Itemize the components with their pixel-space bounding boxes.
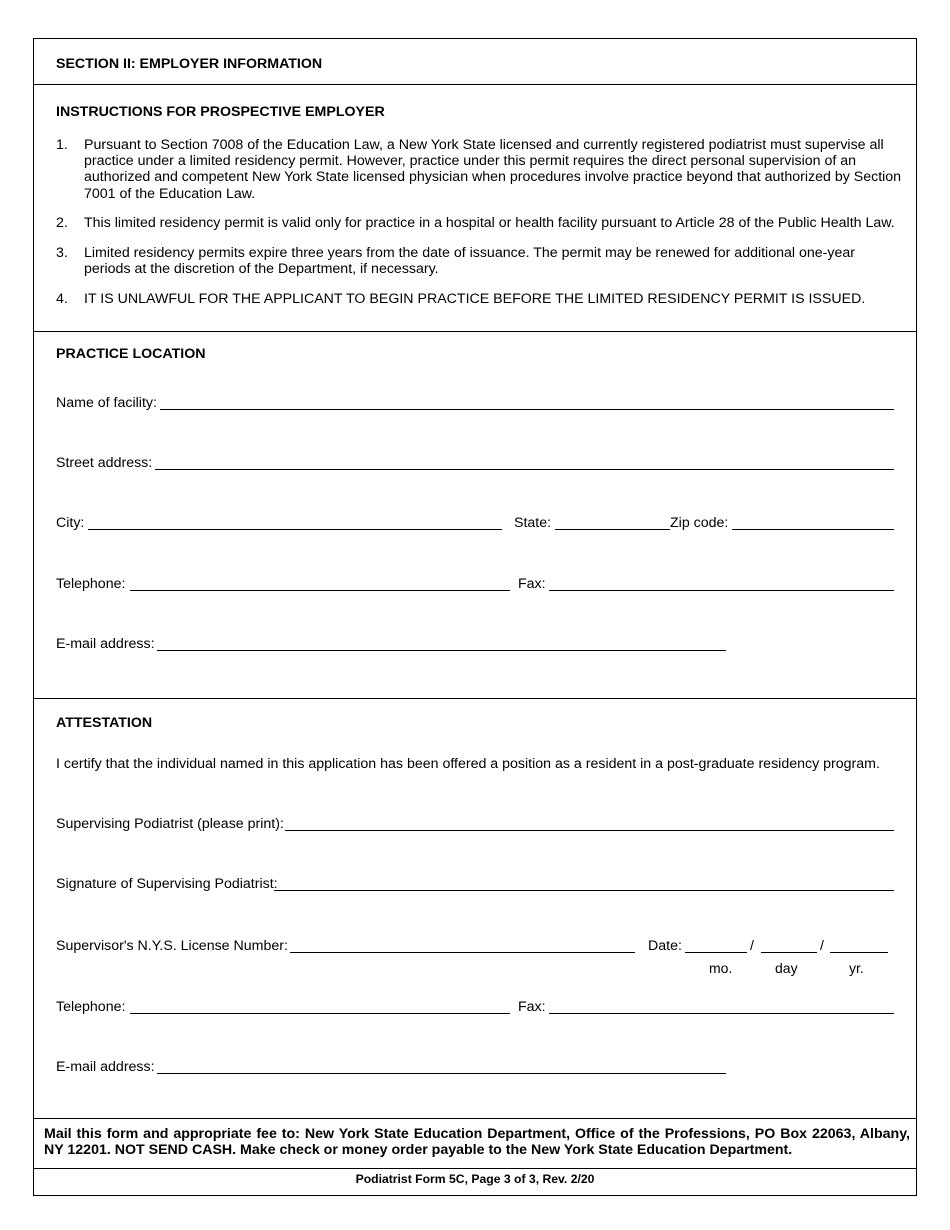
divider [33,331,917,332]
instruction-item: Pursuant to Section 7008 of the Education Law, a New York State licensed and currently registered podiatrist must supervise all practice under a limited residency permit. However, practice under this permit requires the direct personal supervision of an authorized and competent New York State licensed physician when procedures involve practice beyond that authorized by Section 7001 of the Education Law. [84,137,902,202]
street-address-field[interactable] [155,469,894,470]
license-label: Supervisor's N.Y.S. License Number: [56,938,288,954]
list-number: 1. [56,137,68,153]
signature-field[interactable] [274,890,894,891]
zip-code-field[interactable] [732,529,894,530]
divider [33,698,917,699]
city-label: City: [56,515,85,531]
divider [33,1168,917,1169]
state-field[interactable] [555,529,670,530]
mail-instructions: Mail this form and appropriate fee to: New York State Education Department, Office of the Professions, PO Box 22063, Albany, NY 12201. NOT SEND CASH. Make check or money order payable to the New York State Education Department. [44,1126,910,1158]
divider [33,84,917,85]
city-field[interactable] [88,529,502,530]
attestation-fax-field[interactable] [549,1013,894,1014]
state-label: State: [514,515,552,531]
instruction-item: Limited residency permits expire three years from the date of issuance. The permit may be renewed for additional one-year periods at the discretion of the Department, if necessary. [84,245,855,278]
list-number: 2. [56,215,68,231]
instruction-item: IT IS UNLAWFUL FOR THE APPLICANT TO BEGIN PRACTICE BEFORE THE LIMITED RESIDENCY PERMIT IS ISSUED. [84,291,866,307]
facility-name-field[interactable] [160,409,894,410]
attestation-telephone-field[interactable] [130,1013,510,1014]
email-label: E-mail address: [56,636,155,652]
attestation-heading: ATTESTATION [56,715,153,731]
form-frame [33,38,917,1196]
certify-text: I certify that the individual named in this application has been offered a position as a resident in a post-graduate residency program. [56,756,880,772]
facility-label: Name of facility: [56,395,157,411]
supervisor-print-label: Supervising Podiatrist (please print): [56,816,284,832]
street-label: Street address: [56,455,153,471]
date-day-caption: day [775,960,798,976]
date-separator: / [750,938,754,954]
list-number: 4. [56,291,68,307]
attestation-fax-label: Fax: [518,999,546,1015]
supervisor-name-field[interactable] [285,830,894,831]
attestation-email-label: E-mail address: [56,1059,155,1075]
date-year-field[interactable] [830,952,888,953]
date-separator: / [820,938,824,954]
zip-label: Zip code: [670,515,729,531]
telephone-label: Telephone: [56,576,126,592]
license-number-field[interactable] [290,952,635,953]
instruction-item: This limited residency permit is valid only for practice in a hospital or health facility pursuant to Article 28 of the Public Health Law. [84,215,895,231]
practice-location-heading: PRACTICE LOCATION [56,346,206,362]
attestation-telephone-label: Telephone: [56,999,126,1015]
section-title: SECTION II: EMPLOYER INFORMATION [56,56,323,72]
fax-label: Fax: [518,576,546,592]
signature-label: Signature of Supervising Podiatrist: [56,876,278,892]
attestation-email-field[interactable] [157,1073,726,1074]
email-field[interactable] [157,650,726,651]
form-footer: Podiatrist Form 5C, Page 3 of 3, Rev. 2/20 [355,1172,595,1186]
date-mo-caption: mo. [709,960,733,976]
date-yr-caption: yr. [849,960,864,976]
telephone-field[interactable] [130,590,510,591]
date-label: Date: [648,938,682,954]
instructions-heading: INSTRUCTIONS FOR PROSPECTIVE EMPLOYER [56,104,385,120]
divider [33,1118,917,1119]
fax-field[interactable] [549,590,894,591]
date-month-field[interactable] [685,952,747,953]
date-day-field[interactable] [761,952,817,953]
list-number: 3. [56,245,68,261]
